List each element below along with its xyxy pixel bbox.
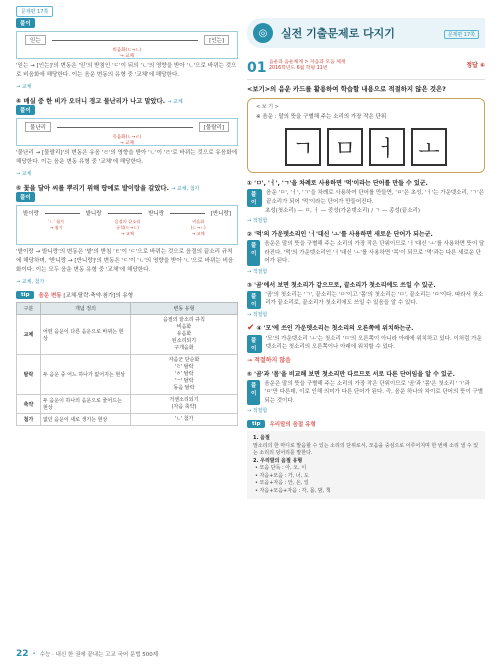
page-tag: 문제편 17쪽 <box>16 6 53 17</box>
phoneme-card: ㄱ <box>285 128 321 166</box>
question-answer: 정답 ④ <box>466 62 485 69</box>
right-column <box>247 18 485 499</box>
tip-title: 음운 변동 [교체·탈락·축약·첨가]의 유형 <box>38 293 134 299</box>
dia1-note: 비음화(ㄷ→ㄴ) <box>112 48 142 53</box>
related-box: 1. 음절 말소리의 한 마디로 발음할 수 있는 소리의 단위로서, 모음을 중심으로 이루어지며 한 번에 소리 낼 수 있는 소리의 덩어리를 말한다. 2. 우리말의 음절 유형 • 모음 단독 : 아, 오, 이 • 자음+모음 : 가, 너, 도 • 모음+자음 : 안, 온, 일 • 자음+모음+자음 : 각, 몸, 밤, 책 <box>247 431 485 499</box>
page-number: 22 <box>16 649 29 659</box>
dia1-note2: → 교체 <box>120 54 134 59</box>
left-column <box>16 18 238 426</box>
table-row: 첨가 없던 음운이 새로 생기는 현상 'ㄴ' 첨가 <box>17 414 238 426</box>
diagram-3: 밭이랑 밭니랑 받니랑 [반니랑] 'ㄴ' 첨가 → 첨가 음절의 끝소리 규칙(ㅌ→ㄷ) → 교체 비음화 (ㄷ→ㄴ) → 교체 <box>16 205 238 245</box>
target-icon: ◎ <box>253 23 273 43</box>
dia2-left: 물난리 <box>25 122 51 132</box>
arrow <box>57 127 193 128</box>
dia2-note: 유음화(ㄴ→ㄹ) <box>112 135 142 140</box>
table-row: 축약 두 음운이 하나의 음운으로 줄어드는 현상 거센소리되기 (자음 축약) <box>17 395 238 414</box>
explain-badge: 풀이 <box>16 192 35 202</box>
syllable-diagram: 초성(첫소리) — ㅁ, ㅓ — 중성(가운뎃소리) / ㄱ — 종성(끝소리) <box>265 208 420 214</box>
diagram-2 <box>16 118 238 146</box>
explain-badge: 풀이 <box>247 291 261 309</box>
option-3: ③ '곰'에서 보면 첫소리가 같으므로, 끝소리가 첫소리에도 쓰일 수 있군. 풀이 '곰'의 첫소리는 'ㄱ', 끝소리는 'ㅁ'이고 '몸'의 첫소리는 'ㅁ', 끝소리는 'ㅁ'이다. 따라서 첫소리가 끝소리로, 끝소리가 첫소리에도 쓰일 수 있음을 알 수 있다. → 적절함 <box>247 281 484 318</box>
dia1-left: 읻는 <box>25 35 46 45</box>
explanation-1: '읻는 → [인는]'의 변동은 '읻'의 받침인 'ㄷ'이 뒤의 'ㄴ'의 영향을 받아 'ㄴ'으로 바뀌는 것으로 비음화에 해당한다. 이는 음운 변동의 유형 중 '교체'에 해당한다. <box>16 63 237 78</box>
section-header <box>247 18 485 48</box>
th-kind: 구분 <box>17 303 41 315</box>
tip-badge: tip <box>247 420 265 428</box>
option-4: ✔ ④ '모'에 쓰인 가운뎃소리는 첫소리의 오른쪽에 위치하는군. 풀이 '모'의 가운뎃소리 'ㅗ'는 첫소리 'ㅁ'의 오른쪽이 아니라 아래에 위치하고 있다. 이처럼 가운뎃소리는 첫소리의 오른쪽이나 아래에 위치할 수 있다. → 적절하지 않음 <box>247 322 482 364</box>
explain-badge: 풀이 <box>247 335 262 353</box>
page-footer: 22 • 수능 · 내신 한 권에 끝내는 고교 국어 문법 500제 <box>16 649 159 659</box>
answer-1: → 교체 <box>16 84 32 90</box>
question-number: 01 <box>247 60 267 76</box>
option-5: ⑤ '곰'과 '몸'을 비교해 보면 첫소리만 다르므로 서로 다른 단어임을 알 수 있군. 풀이 음운은 말의 뜻을 구별해 주는 소리의 가장 작은 단위이므로 '곰'과 '몸'은 첫소리 'ㄱ'과 'ㅁ'만 다른데, 이로 인해 의미가 다른 단어가 된다. 즉, 음운 하나의 차이로 단어의 뜻이 구별되는 것이다. → 적절함 <box>247 370 484 414</box>
phoneme-card: ㅗ <box>411 128 447 166</box>
explain-badge: 풀이 <box>247 380 260 406</box>
tip-section <box>16 291 238 426</box>
dia3-note-3: 비음화 (ㄷ→ㄴ) → 교체 <box>190 219 206 236</box>
question-meta: 음운과 음운체계 > 자음과 모음 체계 2016학년도 6월 학평 11번 <box>269 60 346 71</box>
explain-badge: 풀이 <box>16 18 35 28</box>
box-label: < 보 기 > <box>256 104 279 110</box>
section-page-ref: 문제편 17쪽 <box>444 30 479 39</box>
arrow <box>52 40 198 41</box>
check-icon: ✔ <box>247 322 255 333</box>
reference-box <box>247 98 485 173</box>
question-text: <보기>의 음운 카드를 활용하여 학습할 내용으로 적절하지 않은 것은? <box>247 85 446 93</box>
th-types: 변동 유형 <box>131 303 238 315</box>
dia3-note-2: 음절의 끝소리 규칙(ㅌ→ㄷ) → 교체 <box>114 219 141 236</box>
phoneme-card: ㅁ <box>327 128 363 166</box>
book-title: 수능 · 내신 한 권에 끝내는 고교 국어 문법 500제 <box>39 652 159 658</box>
explain-badge: 풀이 <box>247 240 260 266</box>
option-1: ① 'ㅁ', 'ㅓ', 'ㄱ'을 차례로 사용하면 '먹'이라는 단어를 만들 수 있군. 풀이 음운 'ㅁ', 'ㅓ', 'ㄱ'을 차례로 사용하여 단어를 만들면, 'ㅁ'은 초성, 'ㅓ'는 가운뎃소리, 'ㄱ'은 끝소리가 되어 '먹'이라는 단어가 만들어진다. 초성(첫소리) — ㅁ, ㅓ — 중성(가운뎃소리) / ㄱ — 종성(끝소리) → 적절함 <box>247 180 485 224</box>
th-cond: 개념 정의 <box>41 303 131 315</box>
option-2: ② '먹'의 가운뎃소리인 'ㅓ'대신 'ㅗ'를 사용하면 새로운 단어가 되는군. 풀이 음운은 말의 뜻을 구별해 주는 소리의 가장 작은 단위이므로 'ㅓ'대신 'ㅗ'를 사용하면 뜻이 달라진다. '먹'의 가운뎃소리인 'ㅓ'대신 'ㅗ'를 사용하면 '목'이 되므로 '먹'과는 다른 새로운 단어가 된다. → 적절함 <box>247 231 485 275</box>
explain-badge: 풀이 <box>247 189 262 207</box>
phoneme-cards <box>256 128 476 166</box>
dia1-right: [인는] <box>204 35 229 45</box>
answer-2: → 교체 <box>16 171 32 177</box>
related-tip <box>247 420 485 499</box>
question-5: ⑤ 꽃을 달아 씨를 뿌리기 위해 땅에로 밭이랑을 갈았다. → 교체, 첨가 <box>16 185 200 192</box>
explanation-3: '밭이랑 → 밭니랑'의 변동은 '밭'의 받침 'ㅌ'이 'ㄷ'으로 바뀌는 것으로 음절의 끝소리 규칙에 해당하며, '받니랑 → [반니랑]'의 변동은 'ㄷ'이 'ㄴ'의 영향을 받아 'ㄴ'으로 바뀌는 비음화이다. 이는 모두 음운 변동 유형 중 '교체'에 해당한다. <box>16 249 234 273</box>
diagram-1 <box>16 31 238 59</box>
dia2-note2: → 교체 <box>120 141 134 146</box>
tip-table <box>16 302 238 426</box>
related-title: 우리말의 음절 유형 <box>269 422 316 428</box>
explain-badge: 풀이 <box>16 105 35 115</box>
table-row: 교체 어떤 음운이 다른 음운으로 바뀌는 현상 음절의 끝소리 규칙 비음화 유음화 된소리되기 구개음화 <box>17 315 238 355</box>
tip-badge: tip <box>16 291 34 299</box>
section-title: 실전 기출문제로 다지기 <box>281 27 395 40</box>
explanation-2: '물난리 → [물랄리]'의 변동은 유음 'ㄹ'의 영향을 받아 'ㄴ'이 'ㄹ'로 바뀌는 것으로 유음화에 해당한다. 이는 음운 변동 유형 중 '교체'에 해당한다. <box>16 150 238 165</box>
box-text: ※ 음운 : 말의 뜻을 구별해 주는 소리의 가장 작은 단위 <box>256 114 387 120</box>
question-header <box>247 60 485 80</box>
dia3-note-1: 'ㄴ' 첨가 → 첨가 <box>48 219 65 230</box>
answer-3: → 교체, 첨가 <box>16 279 45 285</box>
question-4: ④ 매실 중 한 비가 오더니 경고 물난리가 나고 말았다. → 교체 <box>16 98 183 105</box>
phoneme-card: ㅓ <box>369 128 405 166</box>
table-row: 탈락 두 음운 중 어느 하나가 없어지는 현상 자음군 단순화 'ㄹ' 탈락 'ㅎ' 탈락 'ㅡ' 탈락 동음 탈락 <box>17 355 238 395</box>
dia2-right: [물랄리] <box>199 122 229 132</box>
